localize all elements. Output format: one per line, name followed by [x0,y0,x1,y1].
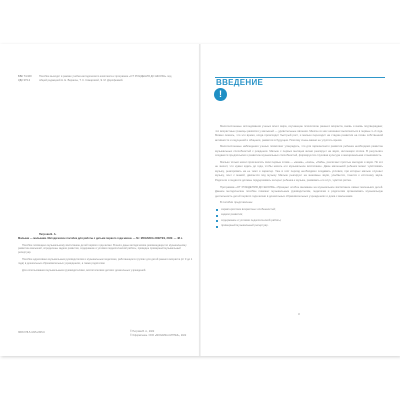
copyright-block [130,330,186,337]
list-item: задачи развития; [215,213,383,218]
chapter-heading: ВВЕДЕНИЕ [216,78,264,87]
page-number: 3 [298,312,300,316]
catalog-usage: Для использования музыкальными руководителями, воспитателями детских дошкольных учреждений. [22,268,147,272]
list-item: содержание и условия педагогической работы; [215,219,383,224]
isbn: ISBN 978-5-4315-2345-6 [18,331,45,334]
catalog-author: Петрова В. А. [39,233,57,236]
book-gutter [199,44,201,356]
paragraph-4: Программа «ОТ РОЖДЕНИЯ ДО ШКОЛЫ» обращает особое внимание на музыкальное воспитание самых маленьких детей. Данное методическое пособие поможет музыкальным руководителям, педагогам и родителям организовать музыкальную деятельность детей первого года жизни в дошкольных образовательных учреждениях и дома с малышами. [215,185,383,198]
introduction-text [215,125,383,230]
copyright-publisher: © Оформление. ООО «МОЗАИКА-СИНТЕЗ», 2022 [130,333,187,337]
catalog-title: Малыши — малышам. Методическое пособие для работы с детьми первого года жизни. — М.: МОЗАИКА-СИНТЕЗ, 2022. — 48 с. [18,236,183,240]
bbk-code: ББК 74.100 [18,75,32,78]
catalog-audience: Пособие адресовано музыкальным руководителям и музыкальным педагогам, работающим в группах для детей раннего возраста (от 0 до 1 года) в дошкольных образовательных учреждениях, а также родителям. [18,257,193,265]
exclamation-icon: ! [214,88,227,101]
contents-list [215,208,383,229]
copyright-author: © Петрова В. А., 2022 [130,330,155,333]
paragraph-2: Многочисленные наблюдения ученых позволяют утверждать, что для гармоничного развития ребенка необходимо развитие музыкальных способностей с рождения. Малыш с первых месяцев жизни реагирует на звуки, интонации голоса. В результате создаются предпосылки к развитию музыкальных способностей, формируется слуховая культура и эмоциональная отзывчивость. [215,145,383,158]
list-intro: В пособии представлены: [220,201,253,205]
approval-note: Пособие выходит в рамках учебно-методического комплекта к программе «ОТ РОЖДЕНИЯ ДО ШКОЛЫ» под общей редакцией Н. Е. Вераксы, Т. С. Комаровой, Э. М. Дорофеевой. [39,75,172,82]
list-item: примерный музыкальный репертуар. [215,224,383,229]
udk-code: УДК 373.2 [18,79,31,82]
catalog-record [18,233,194,272]
right-page [200,44,400,356]
paragraph-3: Малыш только начал произносить свои первые слова — «мама», «папа», «баба», различает простые мелодии и звуки. Но это не значит, что нужно ждать до года, чтобы начать его музыкальное воспитание. Даже маленький ребенок может чувствовать музыку, реагировать на ее темп и характер. Уже в этот период необходимо создавать условия, при которых малыш слушает музыку, поет с мамой, двигается под музыку. Малыш реагирует на знакомые звуки, улыбается, тянется к источнику звука. Родители и педагоги должны поддерживать интерес ребенка к музыке, развивать его слух, чувство ритма. [215,160,383,183]
left-page [0,44,200,356]
catalog-annotation: Пособие посвящено музыкальному воспитанию детей первого года жизни. В книге даны методические рекомендации по музыкальному развитию малышей, определены задачи развития, содержание и условия педагогической работы, приведен примерный музыкальный репертуар. [18,243,187,255]
paragraph-1: Многочисленные исследования ученых всего мира, изучающие психологию раннего возраста, вновь и вновь подтверждают, что возрастные границы развития у малышей — удивительные явления. Многие из них начинают выполняться в первые 1–2 года. Можно сказать, что это время, когда происходит быстрый рост, и малыш переходит на стадию развития на почве собственной активности и ощущений и общения, развития в будущем. Поэтому очень важно не упустить время. [215,125,383,142]
classification-codes [18,75,32,83]
list-item: характеристика возрастных особенностей; [215,208,383,213]
